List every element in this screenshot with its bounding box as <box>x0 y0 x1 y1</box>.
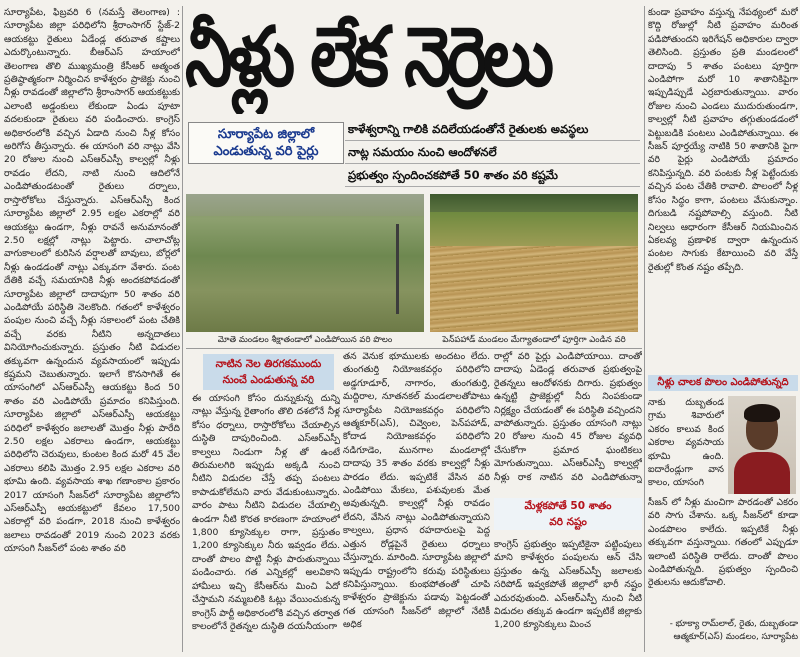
photo-green-strip <box>430 212 638 246</box>
photo-dried-field-2 <box>430 194 638 332</box>
quote-text <box>648 396 724 496</box>
article-column-right <box>648 6 798 372</box>
portrait-shirt <box>734 452 790 494</box>
portrait-hair <box>744 404 780 422</box>
deck-line: కాళేశ్వరాన్ని గాలికి వదిలేయడంతోనే రైతులకు అవస్థలు <box>345 118 640 141</box>
column-divider <box>644 6 645 652</box>
body-text: సూర్యాపేట, ఫిబ్రవరి 6 (నమస్తే తెలంగాణ) : సూర్యాపేట జిల్లా పరిధిలోని శ్రీరాంసాగర్ స్టేజ్-2 ఆయకట్టు రైతులు ఏడేండ్ల తరువాత కష్టాలు ఎదుర్కొంటున్నారు. బీఆర్ఎస్ హయాంలో తెలంగాణ తొలి ముఖ్యమంత్రి కేసీఆర్ ఆత్మంత ప్రతిష్ఠాత్మకంగా నిర్మించిన కాళేశ్వరం ప్రాజెక్టు నుంచి నీళ్లు రావడంతో జిల్లాలోని శ్రీరాంసాగర్ ఆయకట్టుకు ఎలాంటి అడ్డంకులు లేకుండా ఏండు పూటా వదలకుండా రైతులు వరి పండించారు. కాంగ్రెస్ అధికారంలోకి వచ్చిన ఏడాది నుంచి నీళ్ల కోసం అరిగోస తీస్తున్నారు. ఈ యాసంగి వరి నాట్లు వేసి 20 రోజుల నుంచి ఎస్ఆర్ఎస్పీ కాల్వల్లో నీళ్లు రావడం లేదని, నాటి నుంచి ఆదిలోనే ఎండిపోతుండటంతో రైతులు దర్నాలు, రాస్తారోకోలు చేస్తున్నారు. ఎస్ఆర్ఎస్పీ కింద సూర్యాపేట జిల్లాలో 2.95 లక్షల ఎకరాల్లో వరి ఆయకట్టు ఉండగా, నీళ్లు రావనే అనుమానంతో 2.50 లక్షల్లో నాట్లు పెట్టారు. చాలాచోట్ల వాగుకాలంలో కురిసిన వర్షాలతో బావులు, బోర్లలో నీళ్లు ఉండడంతో నాట్లు ఎక్కువగా వేశారు. పంట దేతికి వచ్చే సమయానికి నీళ్లు అందకపోవడంతో సూర్యాపేట జిల్లాలో దాదాపుగా 50 శాతం వరి ఎండిపోయే పరిస్థితి నెలకొంది. గతంలో కాళేశ్వరం పంపుల నుంచి వచ్చే నీళ్లు సకాలంలో పంట చేతికి వచ్చే వరకు నీటిని అన్నదాతలు వినియోగించుకున్నారు. ప్రస్తుతం నీటి విడుదల తక్కువగా ఉన్నందున వ్యవసాయంలో ఇప్పుడు కష్టమని చెబుతున్నారు. ఇలాగే కొనసాగితే ఈ యాసంగిలో ఎస్ఆర్ఎస్పీ ఆయకట్టు కింద 50 శాతం వరి ఎండిపోయే ప్రమాదం కనిపిస్తుంది. సూర్యాపేట జిల్లాలో ఎస్ఆర్ఎస్పీ ఆయకట్టు పరిధిలో కాళేశ్వరం జలాలతో మొత్తం నీళ్లు పారేది 2.50 లక్షల ఎకరాలు ఉండగా, ఆయకట్టు పరిధిలోని చెరువులు, కుంటల కింద మరో 45 వేల ఎకరాలు కలిపి మొత్తం 2.95 లక్షల ఎకరాల వరి భూమి ఉంది. వ్యవసాయ శాఖ గణాంకాల ప్రకారం 2017 యాసంగి సీజన్‌లో సూర్యాపేట జిల్లాలోని ఎస్ఆర్ఎస్పీ ఆయకట్టులో కేవలం 17,500 ఎకరాల్లో వరి పండగా, 2018 నుంచి కాళేశ్వరం జలాలు రావడంతో 2019 నుంచి 2023 వరకు యాసంగి సీజన్‌లో పంట శాతం వరి <box>4 7 180 555</box>
deck-line: ప్రభుత్వం స్పందించకపోతే 50 శాతం వరి కష్టమే <box>345 164 640 187</box>
headline: నీళ్లు లేక నెర్రెలు <box>185 10 550 105</box>
section-heading-line: నాటిన నెల తిరగకముందు <box>215 358 322 370</box>
article-column <box>343 350 490 654</box>
section-heading-line: నుంచే ఎండుతున్న వరి <box>222 374 315 386</box>
article-column <box>494 538 642 654</box>
subheading-left <box>188 122 344 164</box>
body-text: తన వెనుక భూములకు అందటం లేదు. తుంగతుర్తి నియోజకవర్గం పరిధిలోని అడ్డగూడూర్, నాగారం, తుంగతుర్తి, మద్దిరాల, నూతనకల్ మండలాలతోపాటు సూర్యాపేట నియోజకవర్గం పరిధిలోని ఆత్మకూర్(ఎస్), చివ్వెంల, పెన్‌పహాడ్, కోదాడ నియోజకవర్గం పరిధిలోని నడిగూడెం, మునగాల మండలాల్లో దాదాపు 35 శాతం వరకు కాల్వల్లో నీళ్లు పారడం లేదు. ఇప్పటికే వేసిన వరి ఎండిపోయి మేకలు, పశువులకు మేత అవుతున్నది. కాల్వల్లో నీళ్లు రావడం లేదని, వేసిన నాట్లు ఎండిపోతున్నాయని కాల్వలు, ప్రధాన రహదారులపై పెద్ద ఎత్తున రోడ్లపైనే రైతులు ధర్నాలు చేస్తున్నారు. మారింది. సూర్యాపేట జిల్లాలో ఇప్పుడు రాష్ట్రంలోని కరువు పరిస్థితులు కనిపిస్తున్నాయి. కుంభపోతంతో చూపి కాళేశ్వరం ప్రాజెక్టును పడావు పెట్టడంతో గత యాసంగి సీజన్‌లో జిల్లాలో నేటికీ అధిక <box>343 351 490 631</box>
section-heading <box>203 354 334 390</box>
article-column <box>494 350 642 484</box>
body-text: రాల్లో వరి పైర్లు ఎండిపోయాయి. దాంతో దాదాపు ఏడెండ్ల తరువాత ప్రభుత్వంపై రైతన్నలు ఆందోళనకు దిగారు. ప్రభుత్వం ఉన్నట్టి ప్రాజెక్టుల్లో నీరు నింపకుండా నిర్లక్ష్యం చేయడంతో ఈ పరిస్థితి వచ్చిందని వాపోతున్నారు. ప్రస్తుతం యాసంగి నాట్లు 20 రోజుల నుంచి 45 రోజుల వ్యవధి చేసుకోగా ప్రమాద ఘంటికలు మోగుతున్నాయి. ఎస్ఆర్ఎస్పీ కాల్వల్లో నీళ్లు రాక నాటిన వరి ఎండిపోతున్నా <box>494 351 642 483</box>
subheading-right <box>345 118 640 187</box>
photo-pipe <box>396 224 399 314</box>
article-column <box>192 392 340 654</box>
quote-credit: - భూక్యా రామ్‌లాల్, రైతు, దుబ్బతండా ఆత్మకూర్(ఎస్) మండలం, సూర్యాపేట <box>669 619 798 642</box>
photo-trees <box>430 194 638 212</box>
horizontal-divider <box>186 348 642 349</box>
section-heading-line: వరి నష్టం <box>549 516 587 528</box>
subheading-line: ఎండుతున్న వరి పైర్లు <box>213 144 319 159</box>
body-text: నాకు దుబ్బతండ గ్రామ శివారులో ఎకరం కాలువ కింద ఎకరాల వ్యవసాయ భూమి ఉంది. ఐదారేండ్లుగా వాన కాలం, యాసంగి <box>648 397 724 489</box>
section-heading <box>494 498 642 530</box>
quote-text <box>648 496 798 616</box>
deck-line: నాట్ల సమయం నుంచి ఆందోళనలే <box>345 141 640 164</box>
photo-sky <box>186 194 424 216</box>
body-text: సీజన్ లో నీళ్లు మంచిగా పారడంతో ఎకరం వరి సాగు చేశాను. ఒక్క సీజన్‌లో కూడా ఎండపొలం కాలేదు. ఇప్పటికే నీళ్లు తక్కువగా వస్తున్నాయి. గతంలో ఎప్పుడూ ఇలాంటి పరిస్థితి రాలేదు. దాంతో పొలం ఎండిపోతున్నది. ప్రభుత్వం స్పందించి రైతులను ఆదుకోవాలి. <box>648 497 798 589</box>
body-text: ఈ యాసంగి కోసం దున్నుకున్న దున్ని నాట్లు వేస్తున్న రైతాంగం తొలి దశలోనే నీళ్ల కోసం ధర్నాలు, రాస్తారోకోలు చేయాల్సిన దుస్థితి దాపురించింది. ఎస్ఆర్ఎస్పీ కాల్వలు నిండుగా నీళ్ల తో ఉంటే తిరుమలగిరి ఇప్పుడు అక్కడి నుంచి నీటిని విడుదల చేస్తే తప్ప పంటలు కాపాడుకోలేమని వారు వేడుకుంటున్నారు. వారం పాటు నీటిని విడుదల చేయాల్సి ఉండగా నీటి కొరత కారణంగా హయాంలో 1,800 క్యూసెక్కుల రాగా, ప్రస్తుతం 1,200 క్యూసెక్కుల నీరు ఇవ్వడం లేదు. దాంతో పొలం పొట్టి నీళ్లు పారుతున్నాయి పండించారు. గత ఎన్నికల్లో అలవికాని హామీలు ఇచ్చి కేసీఆర్‌ను మించి ఏదో చేస్తామని నమ్మబలికి ఓట్లు వేయించుకున్న కాంగ్రెస్ పార్టీ అధికారంలోకి వచ్చిన తర్వాత కాలంలోనే రైతన్నల దుస్థితి దయనీయంగా <box>192 393 340 632</box>
subheading-line: సూర్యాపేట జిల్లాలో <box>217 127 315 142</box>
article-column-left <box>4 6 180 652</box>
body-text: కుండా ప్రవాహం వస్తున్న నేపథ్యంలో మరో కొద్ది రోజుల్లో నీటి ప్రవాహం మరింత పడిపోతుందని ఇరిగేషన్ అధికారుల ద్వారా తెలిసింది. ప్రస్తుతం ప్రతి మండలంలో దాదాపు 5 శాతం పంటలు పూర్తిగా ఎండిపోగా మరో 10 శాతానికిపైగా ఇప్పుడిప్పుడే ఎర్రబారుతున్నాయి. వారం రోజుల నుంచి ఎండలు ముదురుతుండగా, కాల్వల్లో నీటి ప్రవాహం తగ్గుతుండడంలో పెట్టుబడికి పంటలు ఎండిపోతున్నాయి. ఈ సీజన్ పూర్తయ్యే నాటికి 50 శాతానికి పైగా వరి పైర్లు ఎండిపోయే ప్రమాదం కనిపిస్తున్నది. వరి పంటకు నీళ్ల పెట్టేందుకు వచ్చిన పంట చేతికి రావాలి. పొలంలో నీళ్ల కోసం సిద్ధం కాగా, పంటలు వేసుకున్నాం. దిగుబడి నష్టపోవాల్సి వస్తుంది. నీటి నిల్వలు ఆధారంగా కేసీఆర్ నియమించిన ఏకలవ్య ప్రణాళిక ద్వారా ఉన్నందున పంటల సాగుకు కేటాయించి వరి వేస్తే రైతుల్లో కొంత నష్టం తప్పేది. <box>648 7 798 273</box>
photo-caption: మోతె మండలం శీక్షాతండాలో ఎండిపోయిన వరి పొలం <box>217 335 393 345</box>
section-heading-line: మేళ్లకపోతే 50 శాతం <box>524 500 612 512</box>
photo-dried-field-1 <box>186 194 424 332</box>
quote-heading: నీళ్లు చాలక పొలం ఎండిపోతున్నది <box>648 375 798 391</box>
column-divider <box>182 6 183 652</box>
farmer-portrait <box>728 396 796 494</box>
photo-caption: పెన్‌పహాడ్ మండలం మేగ్యాతండాలో పూర్తిగా ఎండిన వరి <box>442 335 626 345</box>
body-text: కాంగ్రెస్ ప్రభుత్వం ఇప్పటికైనా పట్టింపులు మాని కాళేశ్వరం పంపులను ఆన్ చేసి ప్రస్తుతం ఉన్న ఎస్ఆర్ఎస్పీ జలాలకు సరిపోడ్ ఇవ్వకపోతే జిల్లాలో భారీ నష్టం ఎదురవుతుంది. ఎస్ఆర్ఎస్పీ నుంచి నీటి విడుదల తక్కువ ఉండగా ఇప్పటికే జిల్లాకు 1,200 క్యూసెక్కులు మించ <box>494 539 642 631</box>
